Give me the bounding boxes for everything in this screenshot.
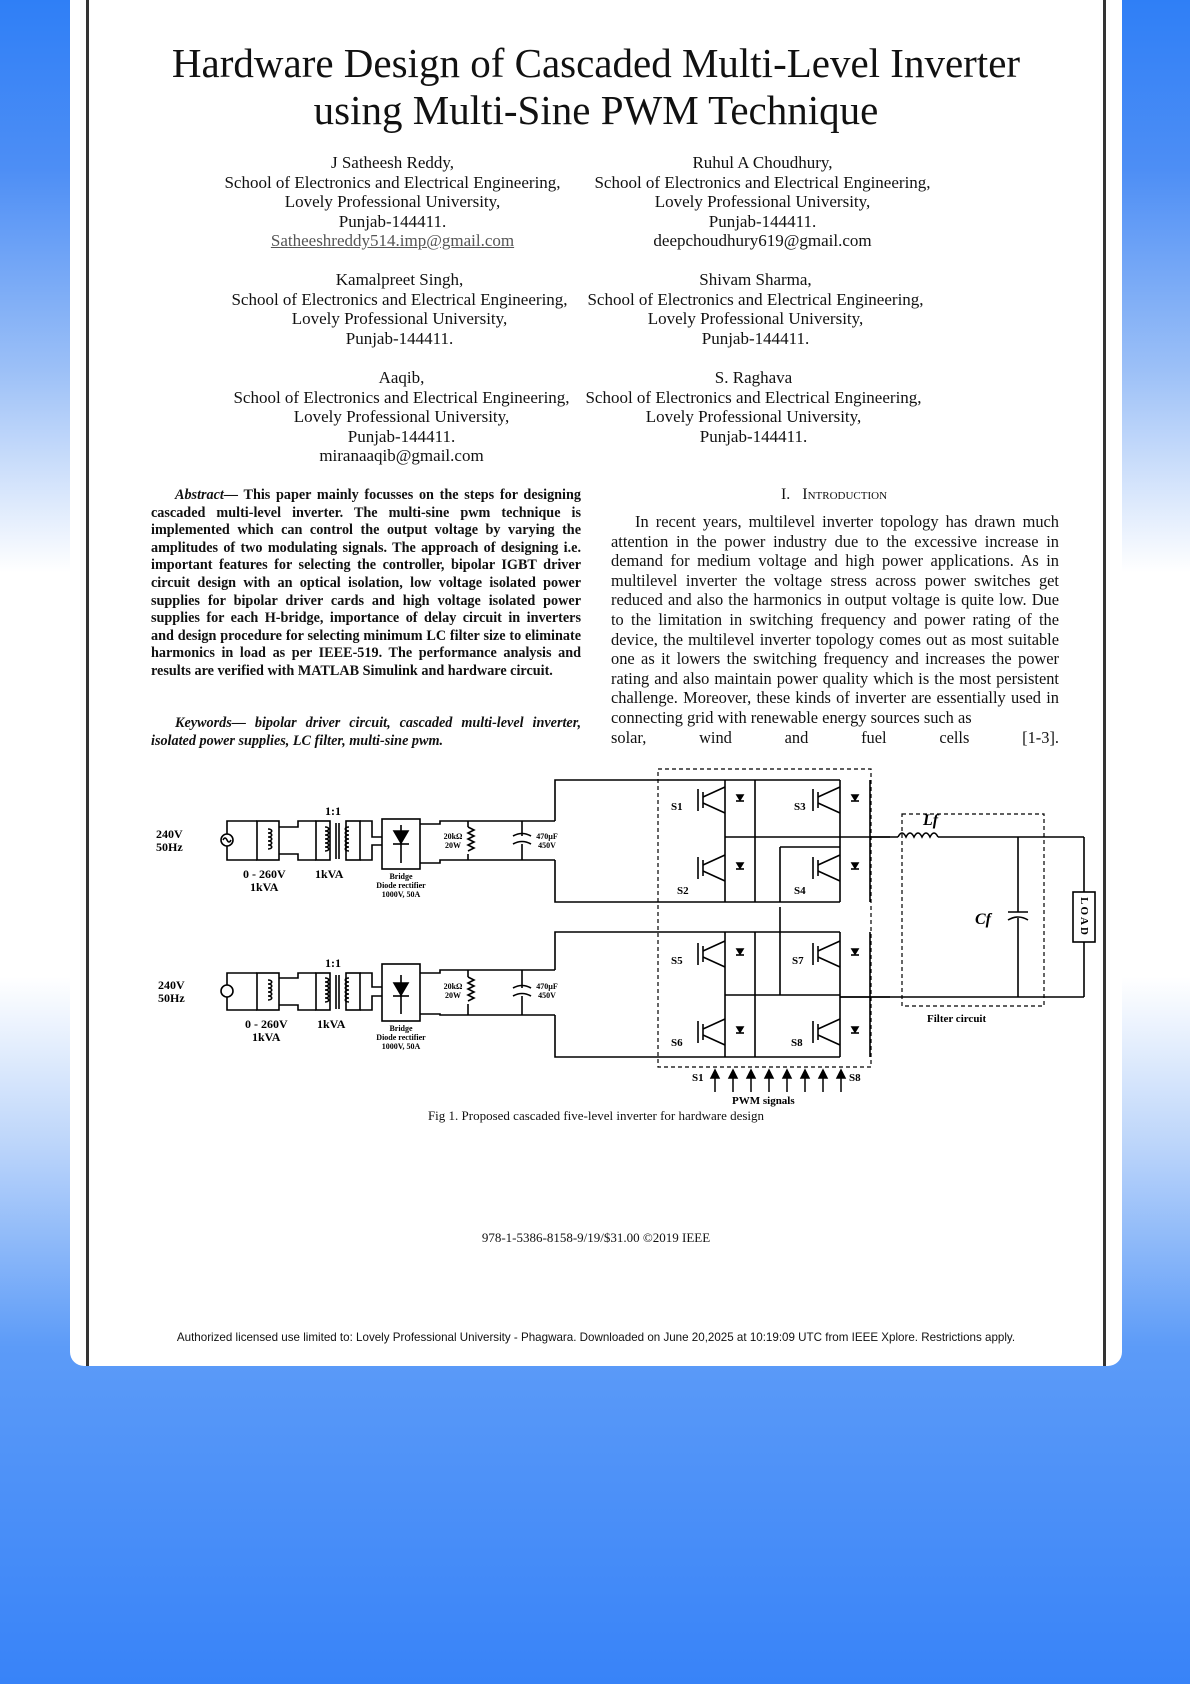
load-label: LOAD: [1078, 897, 1090, 937]
ac-source-lower: [221, 985, 233, 997]
rectifier-sub-upper: Diode rectifier: [376, 881, 426, 890]
section-heading-introduction: [610, 486, 1058, 504]
author-dept: School of Electronics and Electrical Engineering,: [587, 289, 924, 309]
keywords-text: bipolar driver circuit, cascaded multi-level inverter, isolated power supplies, LC filter, multi-sine pwm.: [151, 715, 581, 749]
author-dept: School of Electronics and Electrical Engineering,: [594, 172, 931, 192]
resistor-value-lower: 20kΩ: [443, 982, 463, 991]
switch-group-box: [658, 769, 871, 1067]
page-right-border: [1103, 0, 1106, 1366]
author-dept: School of Electronics and Electrical Engineering,: [233, 387, 570, 407]
author-email: miranaaqib@gmail.com: [319, 446, 484, 465]
page-left-border: [86, 0, 89, 1366]
author-name: Ruhul A Choudhury,: [692, 153, 833, 172]
autotransformer-upper: [268, 829, 272, 849]
capacitor-value-upper: 470µF: [536, 832, 558, 841]
author-place: Punjab-144411.: [708, 211, 817, 231]
igbt-s6: [698, 1019, 744, 1045]
title-line-1: Hardware Design of Cascaded Multi-Level Inverter: [171, 40, 1021, 86]
igbt-s7: [813, 941, 859, 967]
rectifier-sub-lower: Diode rectifier: [376, 1033, 426, 1042]
author-email: deepchoudhury619@gmail.com: [653, 231, 872, 250]
copyright-line: 978-1-5386-8158-9/19/$31.00 ©2019 IEEE: [481, 1230, 711, 1245]
autotransformer-label-lower: 0 - 260V: [245, 1017, 288, 1031]
igbt-s5: [698, 941, 744, 967]
filter-box: [902, 814, 1044, 1006]
switch-label-s3: S3: [794, 801, 806, 813]
paper-title: [70, 40, 1122, 134]
isolation-rating-lower: 1kVA: [317, 1017, 346, 1031]
filter-circuit-label: Filter circuit: [927, 1013, 987, 1025]
author-block-6: [581, 368, 926, 446]
author-univ: Lovely Professional University,: [654, 192, 871, 211]
autotransformer-rating-upper: 1kVA: [250, 880, 279, 894]
keywords-label: Keywords—: [175, 715, 246, 731]
author-place: Punjab-144411.: [699, 426, 808, 446]
switch-label-s6: S6: [671, 1037, 683, 1049]
autotransformer-label-upper: 0 - 260V: [243, 867, 286, 881]
autotransformer-rating-lower: 1kVA: [252, 1030, 281, 1044]
introduction-last-line: solar, wind and fuel cells [1-3].: [611, 727, 1059, 747]
resistor-power-lower: 20W: [445, 991, 461, 1000]
circuit-diagram: [150, 767, 1110, 1107]
author-name: Kamalpreet Singh,: [335, 270, 464, 289]
author-name: Aaqib,: [378, 368, 425, 387]
author-block-5: [229, 368, 574, 466]
author-name: S. Raghava: [714, 368, 793, 387]
abstract-label: Abstract—: [175, 487, 239, 503]
author-dept: School of Electronics and Electrical Engineering,: [585, 387, 922, 407]
resistor-value-upper: 20kΩ: [443, 832, 463, 841]
isolation-transformer-primary-upper: [325, 827, 329, 851]
author-place: Punjab-144411.: [345, 328, 454, 348]
author-email-link[interactable]: Satheeshreddy514.imp@gmail.com: [270, 231, 515, 250]
section-title: Introduction: [802, 486, 888, 503]
isolation-ratio-upper: 1:1: [325, 804, 341, 818]
license-notice: Authorized licensed use limited to: Lovely Professional University - Phagwara. Downloaded on June 20,2025 at 10:19:09 UTC from IEEE Xplore. Restrictions apply.: [176, 1331, 1016, 1344]
title-line-2: using Multi-Sine PWM Technique: [313, 87, 879, 133]
pwm-first-label: S1: [692, 1072, 704, 1084]
pwm-arrows: [711, 1070, 845, 1092]
capacitor-label: Cf: [975, 911, 991, 928]
author-name: Shivam Sharma,: [699, 270, 812, 289]
author-dept: School of Electronics and Electrical Engineering,: [231, 289, 568, 309]
paper-page: [70, 0, 1122, 1366]
igbt-s4: [813, 855, 859, 881]
capacitor-voltage-upper: 450V: [538, 841, 556, 850]
author-univ: Lovely Professional University,: [647, 309, 864, 328]
rectifier-title-upper: Bridge: [389, 872, 413, 881]
author-block-4: [583, 270, 928, 348]
rectifier-rating-lower: 1000V, 50A: [381, 1042, 421, 1051]
author-univ: Lovely Professional University,: [284, 192, 501, 211]
filter-inductor: [898, 833, 938, 837]
introduction-body: [611, 512, 1059, 747]
capacitor-voltage-lower: 450V: [538, 991, 556, 1000]
inductor-label: Lf: [923, 812, 939, 829]
igbt-s1: [698, 787, 744, 813]
figure-caption: Fig 1. Proposed cascaded five-level inverter for hardware design: [427, 1108, 765, 1123]
capacitor-value-lower: 470µF: [536, 982, 558, 991]
author-block-1: [220, 153, 565, 251]
source-voltage-upper: 240V: [156, 827, 183, 841]
introduction-paragraph: In recent years, multilevel inverter topology has drawn much attention in the power industry due to the excessive increase in demand for medium voltage and high power applications. As in multilevel inverter the voltage stress across power switches get reduced and also the harmonics in output voltage is quite low. Due to the limitation in switching frequency and power rating of the device, the multilevel inverter topology comes out as most suitable one as it lowers the switching frequency and increases the power rating and also maintain power quality which is the most persistent challenge. Moreover, these kinds of inverter are essentially used in connecting grid with renewable energy sources such as: [611, 512, 1059, 727]
author-place: Punjab-144411.: [701, 328, 810, 348]
autotransformer-lower: [268, 980, 272, 1000]
igbt-s3: [813, 787, 859, 813]
author-dept: School of Electronics and Electrical Engineering,: [224, 172, 561, 192]
igbt-s8: [813, 1019, 859, 1045]
keywords: [151, 715, 581, 750]
author-block-2: [590, 153, 935, 251]
igbt-s2: [698, 855, 744, 881]
source-freq-lower: 50Hz: [158, 991, 185, 1005]
source-freq-upper: 50Hz: [156, 840, 183, 854]
switch-label-s2: S2: [677, 885, 689, 897]
author-univ: Lovely Professional University,: [291, 309, 508, 328]
resistor-power-upper: 20W: [445, 841, 461, 850]
isolation-rating-upper: 1kVA: [315, 867, 344, 881]
switch-label-s5: S5: [671, 955, 683, 967]
pwm-last-label: S8: [849, 1072, 861, 1084]
switch-label-s1: S1: [671, 801, 683, 813]
abstract-text: This paper mainly focusses on the steps for designing cascaded multi-level inverter. The multi-sine pwm technique is implemented which can control the output voltage by varying the amplitudes of two modulating signals. The approach of designing i.e. important features for selecting the controller, bipolar IGBT driver circuit design with an optical isolation, low voltage isolated power supplies for bipolar driver cards and high voltage isolated power supplies for each H-bridge, importance of delay circuit in inverters and design procedure for selecting minimum LC filter size to eliminate harmonics in load as per IEEE-519. The performance analysis and results are verified with MATLAB Simulink and hardware circuit.: [151, 487, 581, 679]
source-voltage-lower: 240V: [158, 978, 185, 992]
author-block-3: [227, 270, 572, 348]
section-number: I.: [780, 486, 791, 503]
abstract: [151, 487, 581, 681]
switch-label-s7: S7: [792, 955, 804, 967]
author-name: J Satheesh Reddy,: [330, 153, 455, 172]
pwm-signals-label: PWM signals: [732, 1095, 795, 1107]
switch-label-s8: S8: [791, 1037, 803, 1049]
author-place: Punjab-144411.: [347, 426, 456, 446]
rectifier-title-lower: Bridge: [389, 1024, 413, 1033]
author-univ: Lovely Professional University,: [293, 407, 510, 426]
isolation-ratio-lower: 1:1: [325, 956, 341, 970]
switch-label-s4: S4: [794, 885, 806, 897]
author-place: Punjab-144411.: [338, 211, 447, 231]
author-univ: Lovely Professional University,: [645, 407, 862, 426]
rectifier-rating-upper: 1000V, 50A: [381, 890, 421, 899]
